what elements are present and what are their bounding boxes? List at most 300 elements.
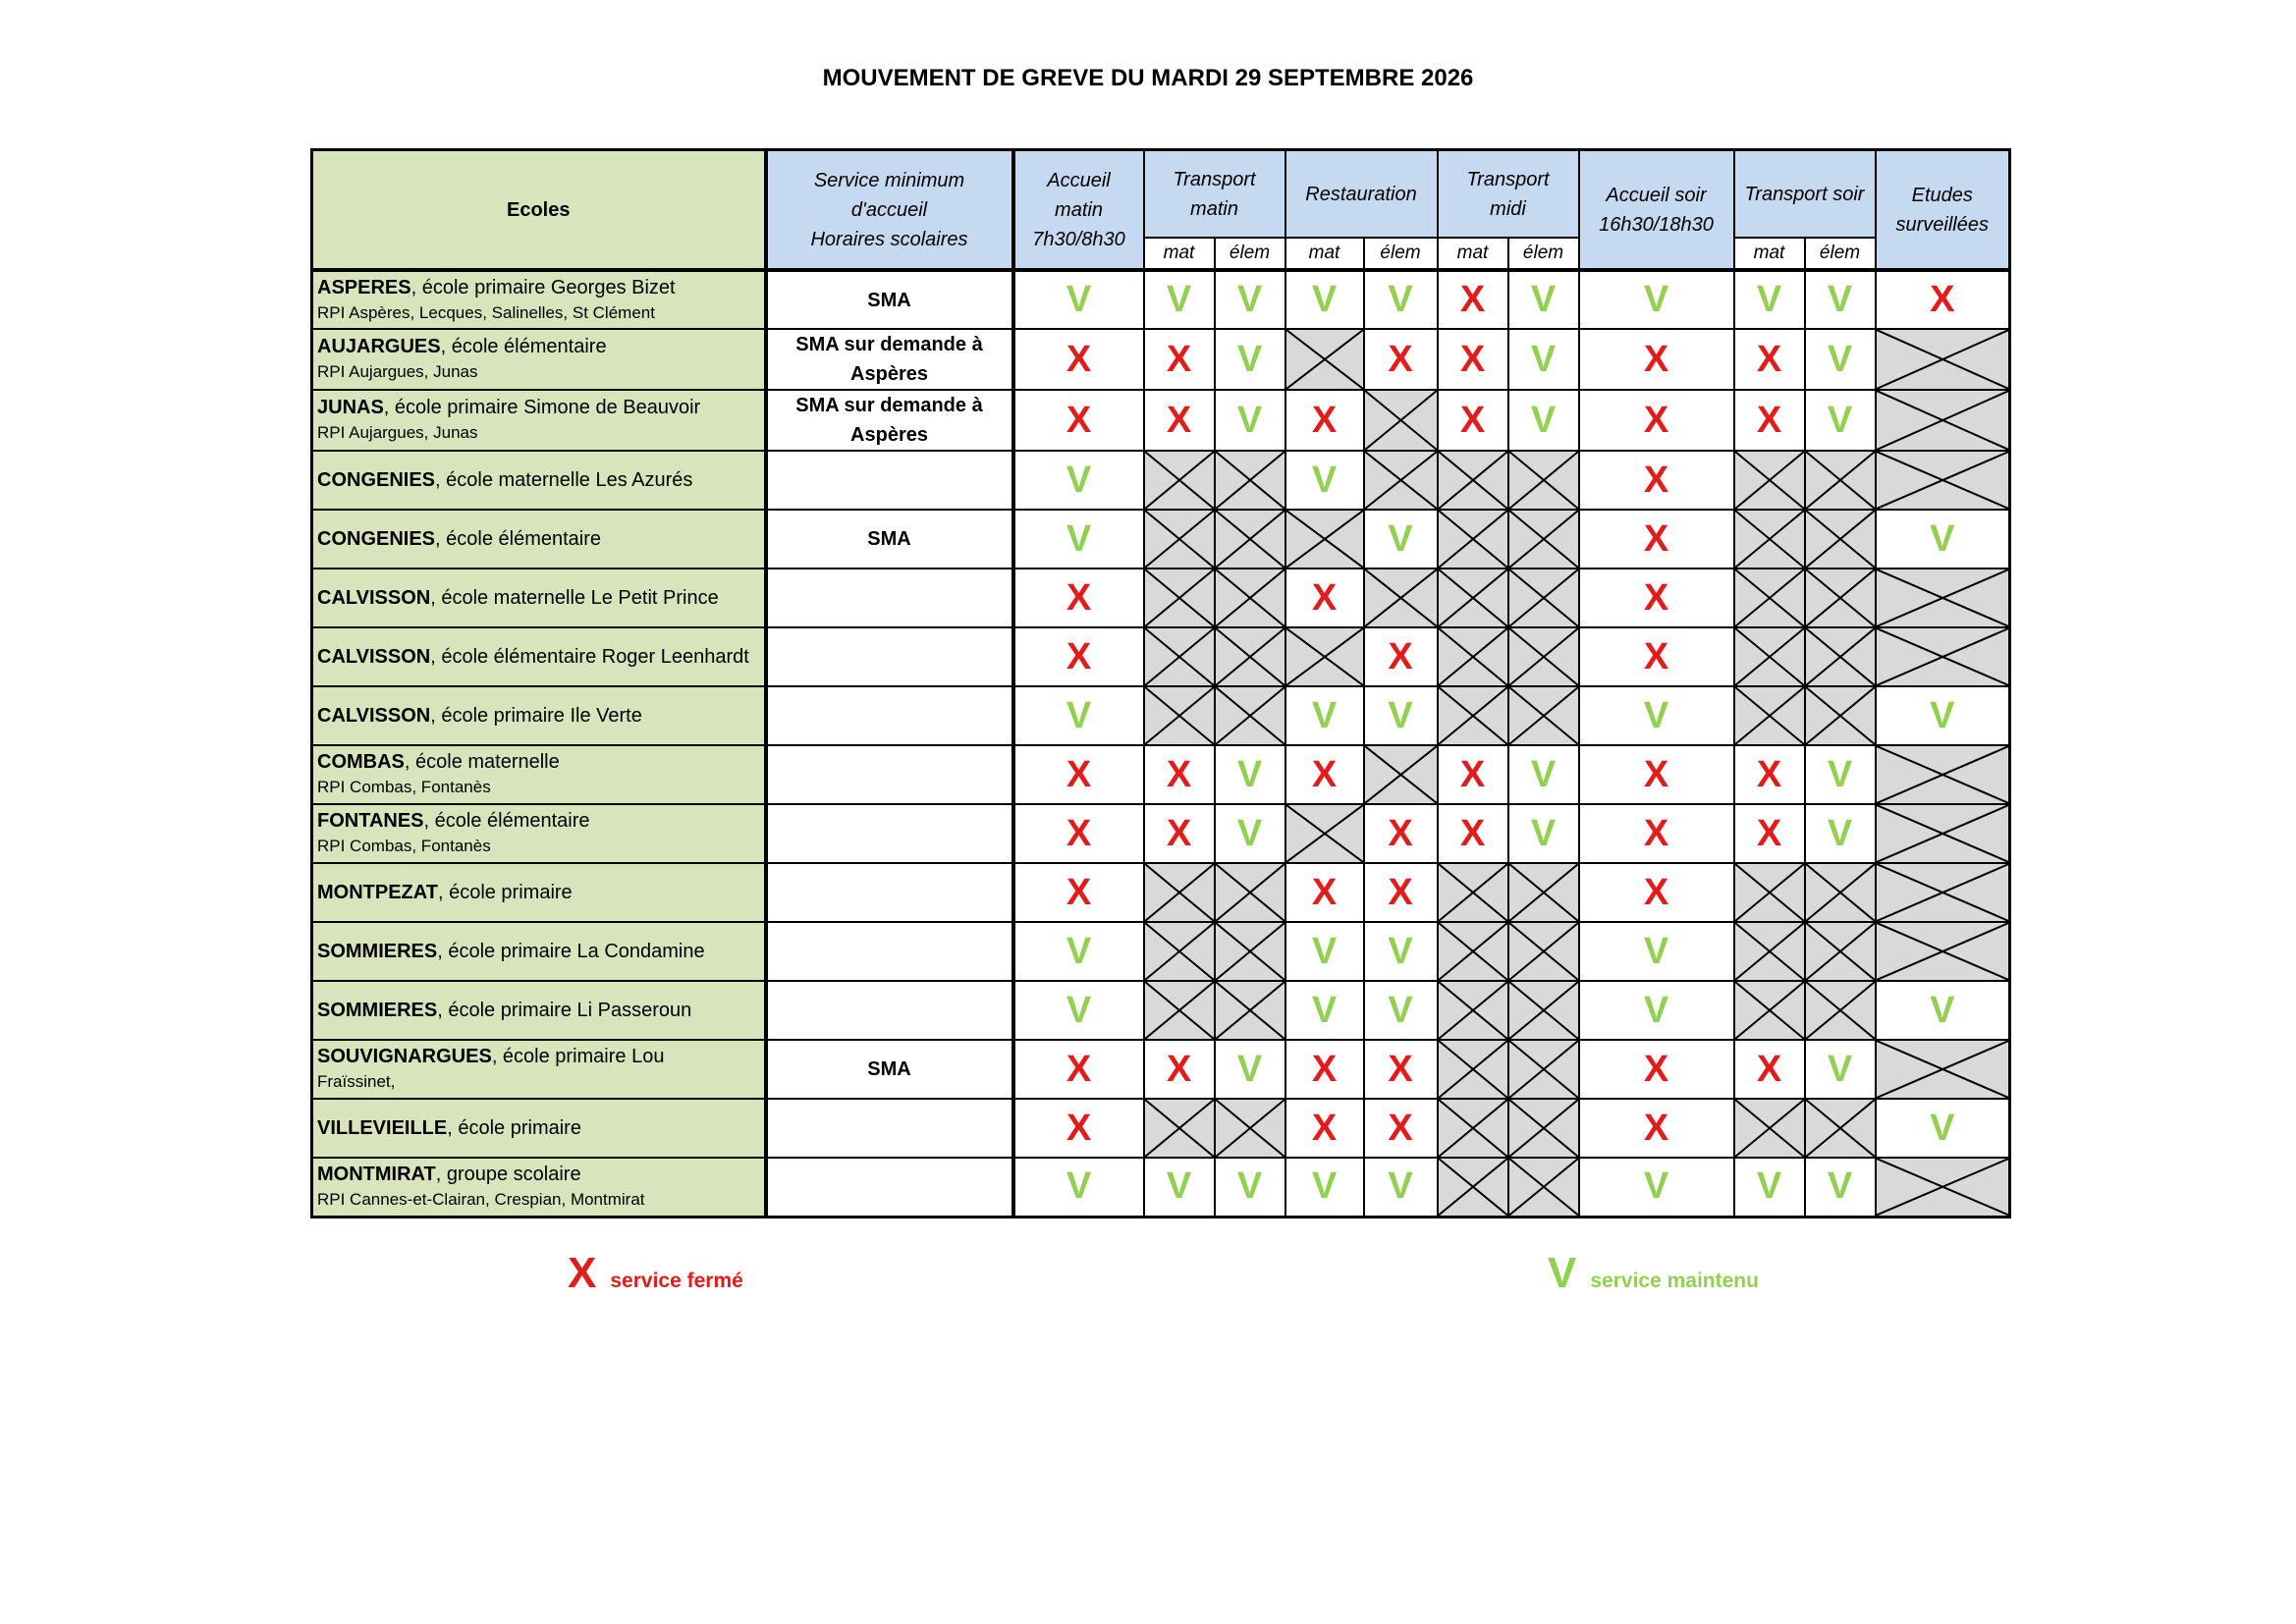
table-row	[312, 922, 2010, 981]
service-ferme-mark-restauration-mat: X	[1285, 863, 1364, 922]
school-line	[317, 587, 719, 609]
school-line	[317, 810, 590, 832]
cross-out-icon	[1439, 982, 1507, 1039]
cross-out-icon	[1216, 687, 1285, 744]
service-maintenu-mark-transport-soir-elem: V	[1805, 390, 1876, 451]
service-maintenu-mark-etudes-surveillees: V	[1876, 510, 2010, 568]
not-applicable-cell-transport-midi-elem	[1508, 568, 1579, 627]
school-description: , école élémentaire	[440, 336, 607, 357]
service-maintenu-mark-accueil-matin: V	[1013, 270, 1144, 329]
school-sub-line: RPI Aujargues, Junas	[317, 362, 478, 381]
cross-out-icon	[1365, 452, 1437, 509]
school-cell	[312, 329, 766, 390]
header-accueil-soir-line1: Accueil soir	[1606, 184, 1707, 206]
not-applicable-cell-transport-midi-elem	[1508, 686, 1579, 745]
service-maintenu-mark-restauration-elem: V	[1364, 981, 1438, 1040]
cross-out-icon	[1877, 452, 2009, 509]
cross-out-icon	[1735, 511, 1804, 568]
cross-out-icon	[1439, 1159, 1507, 1216]
service-maintenu-mark-accueil-matin: V	[1013, 981, 1144, 1040]
cross-out-icon	[1735, 452, 1804, 509]
cross-out-icon	[1439, 923, 1507, 980]
school-line	[317, 469, 692, 491]
cross-out-icon	[1806, 982, 1875, 1039]
service-ferme-mark-transport-midi-mat: X	[1438, 390, 1508, 451]
service-ferme-mark-accueil-matin: X	[1013, 329, 1144, 390]
cross-out-icon	[1806, 511, 1875, 568]
not-applicable-cell-etudes-surveillees	[1876, 1040, 2010, 1099]
service-maintenu-mark-restauration-mat: V	[1285, 270, 1364, 329]
service-ferme-mark-transport-soir-mat: X	[1734, 745, 1805, 804]
not-applicable-cell-transport-matin-elem	[1215, 451, 1285, 510]
service-maintenu-mark-transport-midi-elem: V	[1508, 329, 1579, 390]
cross-out-icon	[1286, 805, 1363, 862]
service-ferme-mark-restauration-elem: X	[1364, 1040, 1438, 1099]
cross-out-icon	[1439, 1100, 1507, 1157]
school-name: CALVISSON	[317, 705, 431, 727]
service-maintenu-mark-transport-midi-elem: V	[1508, 745, 1579, 804]
not-applicable-cell-transport-midi-mat	[1438, 686, 1508, 745]
service-maintenu-mark-accueil-matin: V	[1013, 510, 1144, 568]
not-applicable-cell-transport-midi-mat	[1438, 627, 1508, 686]
cross-out-icon	[1877, 628, 2009, 685]
not-applicable-cell-transport-matin-elem	[1215, 1099, 1285, 1158]
cross-out-icon	[1439, 452, 1507, 509]
service-maintenu-mark-etudes-surveillees: V	[1876, 981, 2010, 1040]
school-description: , école élémentaire	[423, 810, 590, 832]
school-description: , école élémentaire	[435, 528, 602, 550]
school-name: CALVISSON	[317, 587, 431, 609]
school-sub-line: RPI Aujargues, Junas	[317, 423, 478, 442]
cross-out-icon	[1216, 1100, 1285, 1157]
service-maintenu-mark-accueil-matin: V	[1013, 1158, 1144, 1217]
school-description: , école primaire	[437, 882, 573, 903]
service-maintenu-mark-transport-soir-mat: V	[1734, 270, 1805, 329]
service-ferme-mark-accueil-soir: X	[1579, 863, 1734, 922]
not-applicable-cell-transport-soir-elem	[1805, 1099, 1876, 1158]
school-cell	[312, 922, 766, 981]
cross-out-icon	[1286, 330, 1363, 389]
subheader-transport-soir-elem: élem	[1805, 238, 1876, 270]
service-ferme-mark-accueil-soir: X	[1579, 390, 1734, 451]
header-accueil-matin	[1013, 150, 1144, 271]
table-header	[312, 150, 2010, 271]
not-applicable-cell-restauration-elem	[1364, 451, 1438, 510]
school-sub-line: RPI Cannes-et-Clairan, Crespian, Montmirat	[317, 1189, 645, 1209]
school-name: MONTPEZAT	[317, 882, 438, 903]
service-ferme-mark-restauration-mat: X	[1285, 568, 1364, 627]
sma-cell	[766, 981, 1013, 1040]
cross-out-icon	[1509, 1041, 1578, 1098]
cross-out-icon	[1439, 687, 1507, 744]
subheader-transport-matin-mat: mat	[1144, 238, 1215, 270]
not-applicable-cell-restauration-mat	[1285, 627, 1364, 686]
service-maintenu-mark-transport-matin-elem: V	[1215, 1158, 1285, 1217]
service-ferme-mark-accueil-soir: X	[1579, 804, 1734, 863]
table-row	[312, 510, 2010, 568]
service-ferme-mark-transport-midi-mat: X	[1438, 745, 1508, 804]
service-ferme-mark-transport-midi-mat: X	[1438, 270, 1508, 329]
table-row	[312, 1158, 2010, 1217]
header-service-minimum	[766, 150, 1013, 271]
not-applicable-cell-transport-midi-mat	[1438, 922, 1508, 981]
school-line	[317, 941, 705, 962]
service-maintenu-mark-transport-soir-elem: V	[1805, 804, 1876, 863]
sma-cell	[766, 1158, 1013, 1217]
service-maintenu-mark-restauration-elem: V	[1364, 686, 1438, 745]
cross-out-icon	[1145, 982, 1214, 1039]
service-maintenu-mark-transport-soir-elem: V	[1805, 1158, 1876, 1217]
service-maintenu-mark-transport-matin-mat: V	[1144, 270, 1215, 329]
table-row	[312, 568, 2010, 627]
not-applicable-cell-transport-soir-elem	[1805, 686, 1876, 745]
service-maintenu-mark-accueil-matin: V	[1013, 922, 1144, 981]
not-applicable-cell-transport-midi-elem	[1508, 922, 1579, 981]
not-applicable-cell-etudes-surveillees	[1876, 1158, 2010, 1217]
sma-cell	[766, 627, 1013, 686]
table-body	[312, 270, 2010, 1217]
school-description: , école primaire Li Passeroun	[437, 1000, 692, 1021]
cross-out-icon	[1216, 923, 1285, 980]
not-applicable-cell-transport-soir-elem	[1805, 510, 1876, 568]
service-ferme-mark-accueil-soir: X	[1579, 329, 1734, 390]
service-maintenu-mark-etudes-surveillees: V	[1876, 686, 2010, 745]
sma-cell	[766, 568, 1013, 627]
header-accueil-soir-line2: 16h30/18h30	[1599, 213, 1714, 236]
service-maintenu-mark-transport-midi-elem: V	[1508, 270, 1579, 329]
subheader-restauration-mat: mat	[1285, 238, 1364, 270]
school-line	[317, 1164, 581, 1185]
subheader-transport-matin-elem: élem	[1215, 238, 1285, 270]
service-ferme-mark-transport-matin-mat: X	[1144, 329, 1215, 390]
school-name: SOMMIERES	[317, 941, 438, 962]
not-applicable-cell-etudes-surveillees	[1876, 745, 2010, 804]
cross-out-icon	[1439, 1041, 1507, 1098]
not-applicable-cell-transport-matin-mat	[1144, 922, 1215, 981]
school-cell	[312, 510, 766, 568]
cross-out-icon	[1806, 569, 1875, 626]
not-applicable-cell-transport-soir-elem	[1805, 568, 1876, 627]
school-name: COMBAS	[317, 751, 405, 773]
school-cell	[312, 270, 766, 329]
header-etudes-line2: surveillées	[1895, 213, 1989, 236]
service-ferme-mark-transport-soir-mat: X	[1734, 804, 1805, 863]
not-applicable-cell-transport-midi-mat	[1438, 981, 1508, 1040]
table-row	[312, 627, 2010, 686]
service-ferme-mark-transport-soir-mat: X	[1734, 390, 1805, 451]
cross-out-icon	[1877, 569, 2009, 626]
not-applicable-cell-transport-soir-elem	[1805, 922, 1876, 981]
not-applicable-cell-transport-midi-elem	[1508, 863, 1579, 922]
header-accueil-soir	[1579, 150, 1734, 271]
cross-out-icon	[1439, 628, 1507, 685]
not-applicable-cell-transport-soir-mat	[1734, 863, 1805, 922]
cross-out-icon	[1877, 1041, 2009, 1098]
not-applicable-cell-transport-matin-elem	[1215, 627, 1285, 686]
service-ferme-mark-accueil-soir: X	[1579, 745, 1734, 804]
service-maintenu-mark-transport-matin-elem: V	[1215, 804, 1285, 863]
legend-closed-label: service fermé	[610, 1270, 743, 1292]
not-applicable-cell-etudes-surveillees	[1876, 863, 2010, 922]
school-cell	[312, 568, 766, 627]
not-applicable-cell-restauration-elem	[1364, 745, 1438, 804]
cross-out-icon	[1735, 687, 1804, 744]
service-maintenu-mark-transport-matin-elem: V	[1215, 329, 1285, 390]
not-applicable-cell-transport-matin-mat	[1144, 568, 1215, 627]
not-applicable-cell-transport-matin-mat	[1144, 510, 1215, 568]
not-applicable-cell-etudes-surveillees	[1876, 390, 2010, 451]
service-ferme-mark-accueil-matin: X	[1013, 390, 1144, 451]
service-maintenu-mark-transport-matin-elem: V	[1215, 270, 1285, 329]
cross-out-icon	[1509, 923, 1578, 980]
not-applicable-cell-transport-soir-mat	[1734, 922, 1805, 981]
cross-out-icon	[1439, 569, 1507, 626]
header-etudes-line1: Etudes	[1911, 184, 1973, 206]
school-line	[317, 277, 676, 298]
school-name: CALVISSON	[317, 646, 431, 668]
school-line	[317, 1000, 691, 1021]
school-cell	[312, 686, 766, 745]
service-ferme-mark-accueil-soir: X	[1579, 510, 1734, 568]
service-ferme-mark-accueil-matin: X	[1013, 568, 1144, 627]
subheader-transport-midi-elem: élem	[1508, 238, 1579, 270]
not-applicable-cell-transport-midi-elem	[1508, 1040, 1579, 1099]
header-transport-matin	[1144, 150, 1285, 239]
not-applicable-cell-transport-soir-elem	[1805, 627, 1876, 686]
cross-out-icon	[1145, 1100, 1214, 1157]
cross-out-icon	[1735, 864, 1804, 921]
not-applicable-cell-transport-matin-elem	[1215, 981, 1285, 1040]
service-ferme-mark-accueil-matin: X	[1013, 863, 1144, 922]
not-applicable-cell-transport-matin-elem	[1215, 510, 1285, 568]
service-maintenu-mark-transport-soir-elem: V	[1805, 270, 1876, 329]
school-description: , école maternelle Le Petit Prince	[430, 587, 719, 609]
service-maintenu-mark-restauration-elem: V	[1364, 1158, 1438, 1217]
school-cell	[312, 981, 766, 1040]
table-row	[312, 390, 2010, 451]
service-maintenu-mark-transport-soir-mat: V	[1734, 1158, 1805, 1217]
cross-out-icon	[1806, 628, 1875, 685]
header-transport-matin-line1: Transport	[1173, 168, 1256, 190]
not-applicable-cell-transport-matin-elem	[1215, 922, 1285, 981]
not-applicable-cell-transport-midi-mat	[1438, 1099, 1508, 1158]
school-description: , école primaire Simone de Beauvoir	[383, 397, 701, 418]
cross-out-icon	[1216, 628, 1285, 685]
header-sma-line1: Service minimum	[813, 169, 965, 191]
not-applicable-cell-transport-soir-mat	[1734, 451, 1805, 510]
cross-out-icon	[1877, 864, 2009, 921]
not-applicable-cell-transport-midi-elem	[1508, 627, 1579, 686]
school-line	[317, 1046, 664, 1067]
school-name: VILLEVIEILLE	[317, 1117, 448, 1139]
service-ferme-mark-transport-soir-mat: X	[1734, 1040, 1805, 1099]
cross-out-icon	[1439, 511, 1507, 568]
school-name: ASPERES	[317, 276, 411, 298]
not-applicable-cell-etudes-surveillees	[1876, 329, 2010, 390]
school-name: AUJARGUES	[317, 336, 441, 357]
not-applicable-cell-transport-midi-mat	[1438, 863, 1508, 922]
subheader-transport-midi-mat: mat	[1438, 238, 1508, 270]
school-description: , école maternelle Les Azurés	[435, 469, 693, 491]
service-maintenu-mark-etudes-surveillees: V	[1876, 1099, 2010, 1158]
header-transport-midi-line1: Transport	[1466, 168, 1550, 190]
cross-out-icon	[1216, 452, 1285, 509]
service-maintenu-mark-accueil-matin: V	[1013, 451, 1144, 510]
cross-out-icon	[1145, 452, 1214, 509]
cross-out-icon	[1877, 923, 2009, 980]
cross-out-icon	[1509, 452, 1578, 509]
header-accueil-matin-line2: matin	[1055, 198, 1103, 221]
header-sma-line3: Horaires scolaires	[810, 228, 968, 250]
table-row	[312, 981, 2010, 1040]
school-description: , école primaire Georges Bizet	[410, 276, 676, 298]
cross-out-icon	[1439, 864, 1507, 921]
service-ferme-mark-accueil-soir: X	[1579, 451, 1734, 510]
header-transport-midi	[1438, 150, 1579, 239]
sma-cell	[766, 451, 1013, 510]
school-sub-line: RPI Combas, Fontanès	[317, 778, 491, 796]
service-maintenu-mark-transport-matin-mat: V	[1144, 1158, 1215, 1217]
school-description: , école primaire La Condamine	[437, 941, 705, 962]
school-name: CONGENIES	[317, 528, 436, 550]
cross-out-icon	[1509, 511, 1578, 568]
cross-out-icon	[1216, 982, 1285, 1039]
sma-cell	[766, 922, 1013, 981]
school-name: JUNAS	[317, 397, 384, 418]
not-applicable-cell-transport-midi-elem	[1508, 451, 1579, 510]
not-applicable-cell-transport-matin-mat	[1144, 863, 1215, 922]
not-applicable-cell-restauration-mat	[1285, 510, 1364, 568]
school-name: CONGENIES	[317, 469, 436, 491]
cross-out-icon	[1509, 982, 1578, 1039]
service-ferme-mark-transport-matin-mat: X	[1144, 390, 1215, 451]
legend-service-ferme	[568, 1249, 743, 1298]
school-description: , école primaire Lou	[491, 1046, 665, 1067]
cross-out-icon	[1365, 746, 1437, 803]
not-applicable-cell-transport-soir-elem	[1805, 451, 1876, 510]
cross-out-icon	[1806, 687, 1875, 744]
cross-out-icon	[1145, 864, 1214, 921]
legend-open-label: service maintenu	[1590, 1270, 1759, 1292]
not-applicable-cell-transport-midi-elem	[1508, 1158, 1579, 1217]
not-applicable-cell-transport-midi-mat	[1438, 568, 1508, 627]
cross-out-icon	[1216, 569, 1285, 626]
not-applicable-cell-transport-midi-elem	[1508, 510, 1579, 568]
header-etudes-surveillees	[1876, 150, 2010, 271]
not-applicable-cell-transport-matin-mat	[1144, 1099, 1215, 1158]
service-ferme-mark-transport-matin-mat: X	[1144, 745, 1215, 804]
cross-out-icon	[1877, 805, 2009, 862]
service-maintenu-mark-restauration-mat: V	[1285, 451, 1364, 510]
cross-out-icon	[1365, 391, 1437, 450]
not-applicable-cell-transport-midi-elem	[1508, 981, 1579, 1040]
sma-cell	[766, 1099, 1013, 1158]
not-applicable-cell-etudes-surveillees	[1876, 627, 2010, 686]
service-maintenu-mark-transport-soir-elem: V	[1805, 1040, 1876, 1099]
not-applicable-cell-transport-soir-mat	[1734, 627, 1805, 686]
school-line	[317, 646, 749, 668]
school-line	[317, 397, 700, 418]
service-maintenu-mark-accueil-soir: V	[1579, 981, 1734, 1040]
not-applicable-cell-transport-midi-mat	[1438, 510, 1508, 568]
not-applicable-cell-transport-soir-mat	[1734, 686, 1805, 745]
header-ecoles: Ecoles	[312, 150, 766, 271]
school-cell	[312, 804, 766, 863]
school-description: , groupe scolaire	[435, 1163, 581, 1185]
not-applicable-cell-transport-matin-elem	[1215, 686, 1285, 745]
page-title: MOUVEMENT DE GREVE DU MARDI 29 SEPTEMBRE 2026	[822, 65, 1474, 91]
service-ferme-mark-accueil-matin: X	[1013, 627, 1144, 686]
service-maintenu-mark-restauration-elem: V	[1364, 270, 1438, 329]
cross-out-icon	[1806, 1100, 1875, 1157]
school-description: , école élémentaire Roger Leenhardt	[430, 646, 749, 668]
not-applicable-cell-transport-midi-mat	[1438, 451, 1508, 510]
service-ferme-mark-accueil-matin: X	[1013, 804, 1144, 863]
cross-out-icon	[1145, 569, 1214, 626]
service-maintenu-mark-restauration-mat: V	[1285, 981, 1364, 1040]
service-ferme-mark-accueil-soir: X	[1579, 568, 1734, 627]
not-applicable-cell-etudes-surveillees	[1876, 922, 2010, 981]
sma-cell: SMA	[766, 510, 1013, 568]
school-name: MONTMIRAT	[317, 1163, 436, 1185]
service-ferme-mark-transport-soir-mat: X	[1734, 329, 1805, 390]
strike-services-table	[310, 148, 2011, 1218]
table-row	[312, 863, 2010, 922]
header-restauration: Restauration	[1285, 150, 1438, 239]
sma-cell	[766, 745, 1013, 804]
not-applicable-cell-transport-midi-mat	[1438, 1158, 1508, 1217]
subheader-restauration-elem: élem	[1364, 238, 1438, 270]
service-ferme-mark-transport-midi-mat: X	[1438, 804, 1508, 863]
not-applicable-cell-transport-matin-elem	[1215, 863, 1285, 922]
not-applicable-cell-transport-midi-elem	[1508, 1099, 1579, 1158]
service-ferme-mark-transport-midi-mat: X	[1438, 329, 1508, 390]
cross-out-icon	[1145, 923, 1214, 980]
service-maintenu-mark-accueil-matin: V	[1013, 686, 1144, 745]
sma-cell: SMA sur demande à Aspères	[766, 329, 1013, 390]
table-row	[312, 1040, 2010, 1099]
not-applicable-cell-transport-matin-elem	[1215, 568, 1285, 627]
school-line	[317, 336, 607, 357]
not-applicable-cell-restauration-mat	[1285, 329, 1364, 390]
cross-out-icon	[1286, 628, 1363, 685]
cross-out-icon	[1216, 864, 1285, 921]
school-line	[317, 528, 601, 550]
service-maintenu-mark-accueil-soir: V	[1579, 686, 1734, 745]
not-applicable-cell-transport-matin-mat	[1144, 451, 1215, 510]
service-maintenu-mark-transport-matin-elem: V	[1215, 1040, 1285, 1099]
school-description: , école primaire Ile Verte	[430, 705, 642, 727]
not-applicable-cell-transport-soir-mat	[1734, 981, 1805, 1040]
school-line	[317, 882, 573, 903]
cross-out-icon	[1877, 1159, 2009, 1216]
header-accueil-matin-line1: Accueil	[1047, 169, 1111, 191]
service-ferme-mark-restauration-elem: X	[1364, 627, 1438, 686]
not-applicable-cell-transport-soir-mat	[1734, 510, 1805, 568]
header-accueil-matin-line3: 7h30/8h30	[1032, 228, 1125, 250]
service-ferme-mark-transport-matin-mat: X	[1144, 804, 1215, 863]
table-row	[312, 745, 2010, 804]
service-maintenu-mark-transport-soir-elem: V	[1805, 745, 1876, 804]
sma-cell: SMA	[766, 1040, 1013, 1099]
school-name: SOMMIERES	[317, 1000, 438, 1021]
table-row	[312, 451, 2010, 510]
cross-out-icon	[1145, 511, 1214, 568]
not-applicable-cell-restauration-elem	[1364, 568, 1438, 627]
not-applicable-cell-transport-soir-elem	[1805, 863, 1876, 922]
cross-out-icon	[1877, 391, 2009, 450]
legend-service-maintenu	[1548, 1249, 1759, 1298]
